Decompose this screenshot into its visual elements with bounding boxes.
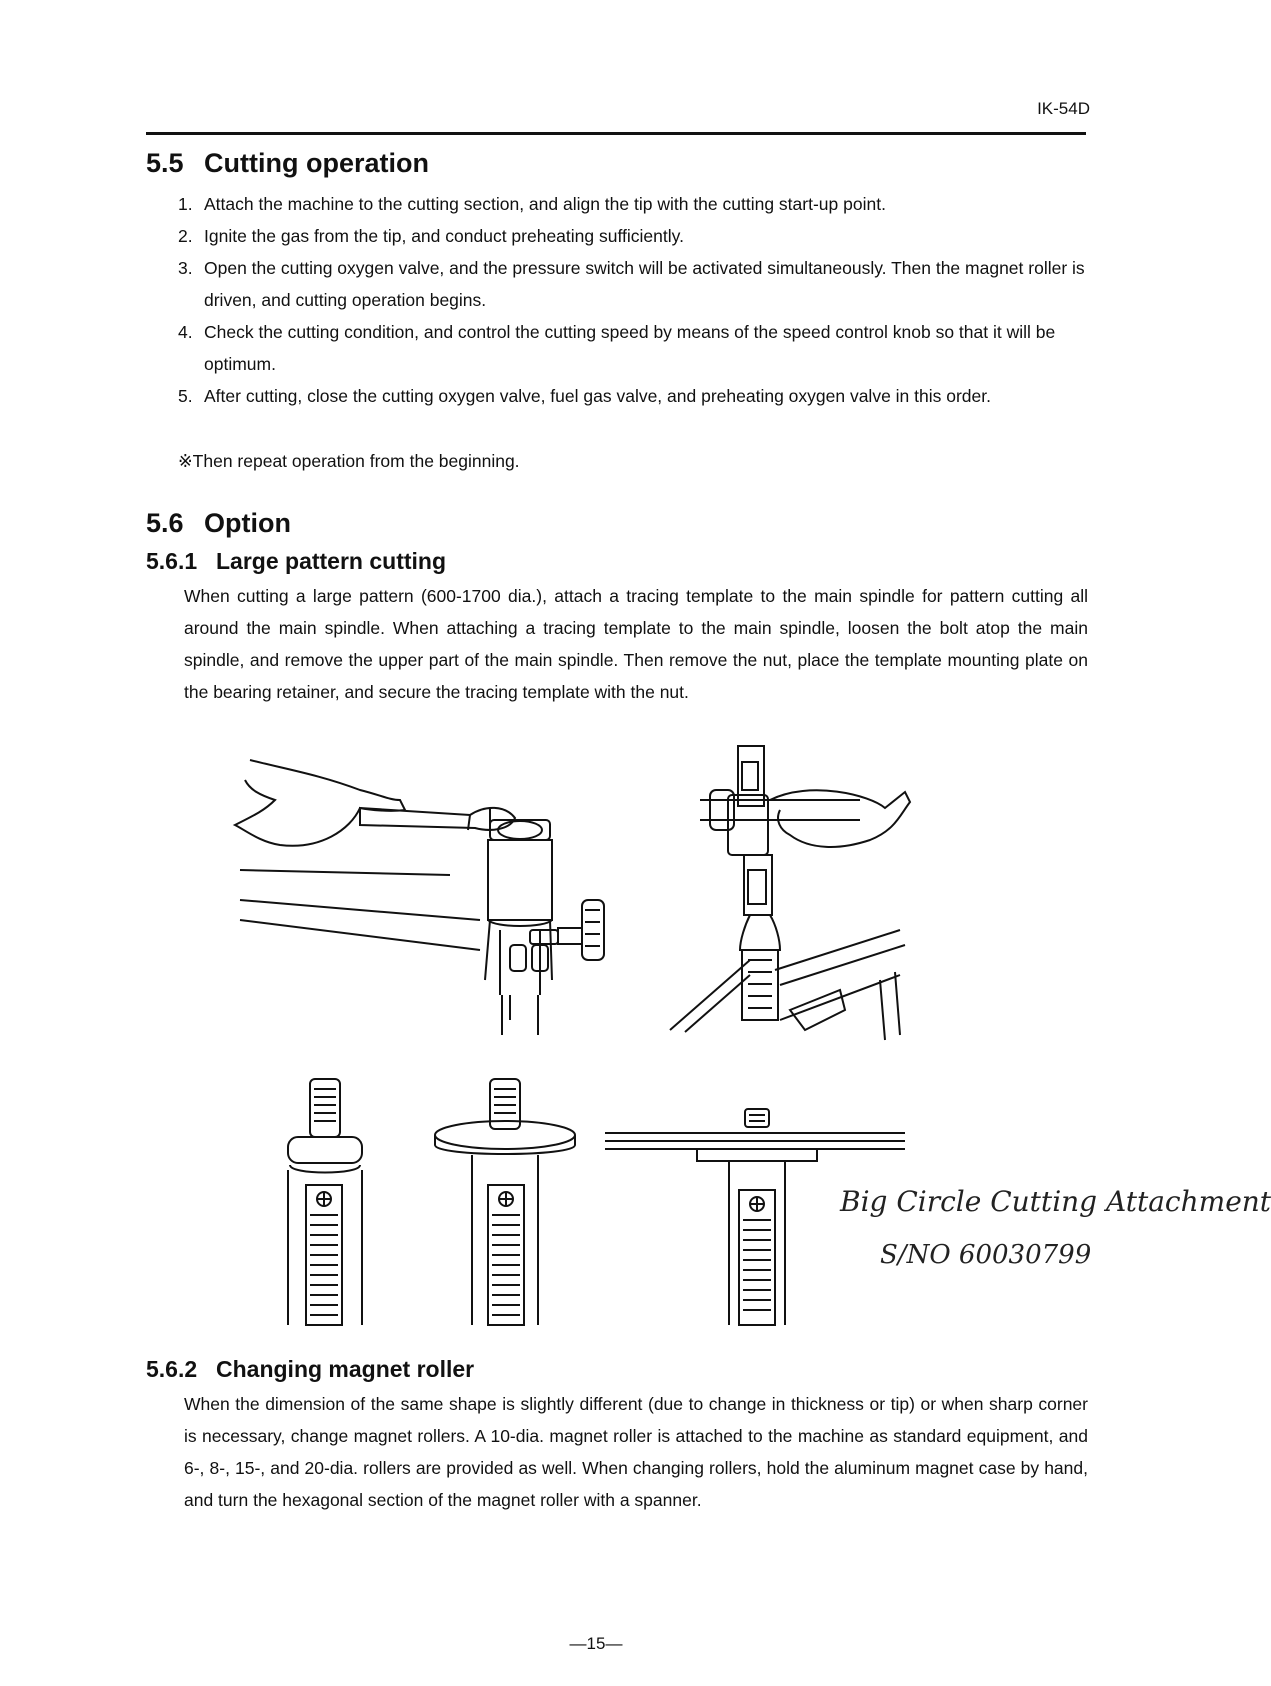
section-number: 5.5 [146, 148, 184, 178]
section-5-6-heading [146, 508, 291, 539]
handwritten-serial-note: S/NO 60030799 [880, 1240, 1092, 1270]
section-5-6-1-heading [146, 548, 446, 575]
section-title: Option [204, 508, 291, 538]
step-number: 5. [178, 386, 193, 406]
step-number: 4. [178, 322, 193, 342]
template-mounting-illustration [670, 740, 930, 1040]
list-item [178, 188, 1088, 220]
section-number: 5.6.2 [146, 1356, 198, 1382]
header-rule [146, 132, 1086, 135]
section-title: Cutting operation [204, 148, 429, 178]
step-text: Check the cutting condition, and control the cutting speed by means of the speed control knob so that it will be optimum. [204, 322, 1056, 374]
list-item [178, 380, 1088, 412]
section-number: 5.6 [146, 508, 184, 538]
section-number: 5.6.1 [146, 548, 198, 574]
section-5-5-heading [146, 148, 429, 179]
step-text: Open the cutting oxygen valve, and the pressure switch will be activated simultaneously. Then the magnet roller is driven, and cutting operation begins. [204, 258, 1085, 310]
step-number: 3. [178, 258, 193, 278]
list-item [178, 316, 1088, 380]
handwritten-attachment-note: Big Circle Cutting Attachment [840, 1185, 1271, 1218]
spindle-detail-illustration-2 [430, 1075, 580, 1325]
step-number: 1. [178, 194, 193, 214]
step-text: After cutting, close the cutting oxygen valve, fuel gas valve, and preheating oxygen valve in this order. [204, 386, 991, 406]
section-5-6-2-heading [146, 1356, 474, 1383]
list-item [178, 220, 1088, 252]
magnet-roller-paragraph: When the dimension of the same shape is slightly different (due to change in thickness or tip) or when sharp corner is necessary, change magnet rollers. A 10-dia. magnet roller is attached to the machine as standard equipment, and 6-, 8-, 15-, and 20-dia. rollers are provided as well. When changing rollers, hold the aluminum magnet case by hand, and turn the hexagonal section of the magnet roller with a spanner. [184, 1394, 1088, 1510]
repeat-note: ※Then repeat operation from the beginning. [178, 451, 520, 471]
section-title: Large pattern cutting [216, 548, 447, 574]
spindle-detail-illustration-1 [270, 1075, 380, 1325]
large-pattern-paragraph: When cutting a large pattern (600-1700 dia.), attach a tracing template to the main spindle for pattern cutting all around the main spindle. When attaching a tracing template to the main spindle, loosen the bolt atop the main spindle, and remove the upper part of the main spindle. Then remove the nut, place the template mounting plate on the bearing retainer, and secure the tracing template with the nut. [184, 586, 1088, 702]
step-text: Ignite the gas from the tip, and conduct preheating sufficiently. [204, 226, 684, 246]
cutting-steps-list [178, 188, 1088, 412]
section-title: Changing magnet roller [216, 1356, 475, 1382]
page-number: —15— [569, 1634, 623, 1653]
step-text: Attach the machine to the cutting section, and align the tip with the cutting start-up point. [204, 194, 886, 214]
step-number: 2. [178, 226, 193, 246]
list-item [178, 252, 1088, 316]
document-code: IK-54D [1037, 99, 1090, 118]
spanner-on-spindle-illustration [240, 750, 620, 1040]
